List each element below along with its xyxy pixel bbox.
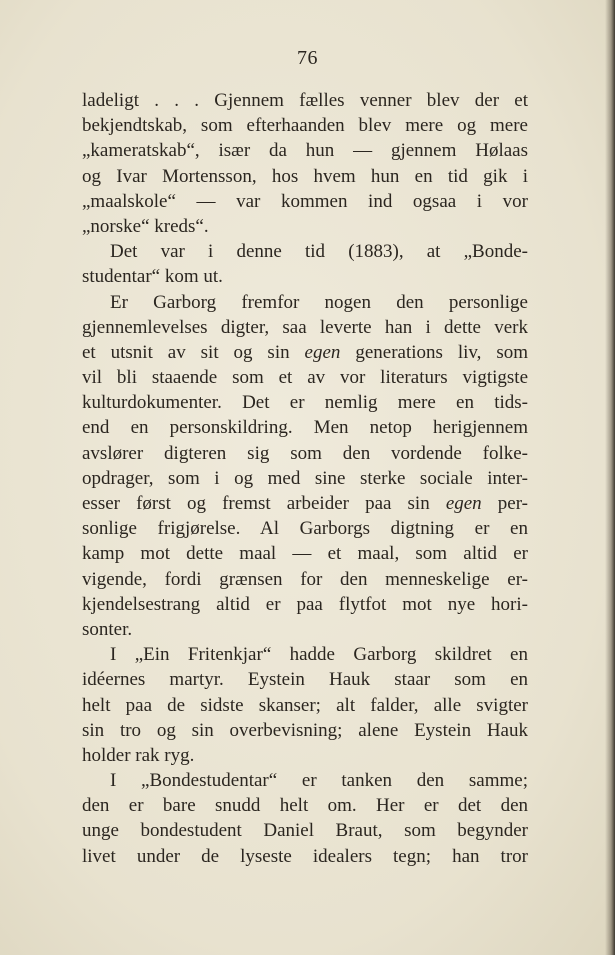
text-line: „maalskole“ — var kommen ind ogsaa i vor — [82, 190, 528, 212]
emphasis: egen — [304, 341, 341, 363]
text-line: unge bondestudent Daniel Braut, som begynder — [82, 820, 528, 842]
text-line: opdrager, som i og med sine sterke sociale inter- — [82, 467, 528, 489]
text-line: og Ivar Mortensson, hos hvem hun en tid gik i — [82, 165, 528, 187]
text-line: avslører digteren sig som den vordende folke- — [82, 442, 528, 464]
emphasis: egen — [445, 493, 482, 514]
text-line: kamp mot dette maal — et maal, som altid er — [82, 543, 528, 565]
text-line: Er Garborg fremfor nogen den personlige — [110, 291, 528, 313]
text-line: bekjendtskab, som efterhaanden blev mere og mere — [82, 115, 528, 137]
text-line: helt paa de sidste skanser; alt falder, alle svigter — [82, 694, 528, 716]
text-line: holder rak ryg. — [82, 744, 195, 766]
text-line: idéernes martyr. Eystein Hauk staar som en — [82, 669, 528, 691]
text-line: I „Bondestudentar“ er tanken den samme; — [110, 770, 528, 792]
text-line: I „Ein Fritenkjar“ hadde Garborg skildret en — [110, 644, 528, 666]
text-line: sin tro og sin overbevisning; alene Eystein Hauk — [82, 719, 528, 741]
text-line: vigende, fordi grænsen for den menneskelige er- — [82, 568, 528, 590]
text-line: livet under de lyseste idealers tegn; han tror — [82, 845, 528, 867]
text-line: sonter. — [82, 618, 133, 640]
text-line: vil bli staaende som et av vor literaturs vigtigste — [82, 367, 528, 389]
text-line: „norske“ kreds“. — [82, 215, 209, 237]
text-line: ladeligt . . . Gjennem fælles venner blev der et — [82, 90, 528, 111]
page-edge-shadow — [605, 0, 615, 955]
text-line: studentar“ kom ut. — [82, 266, 223, 288]
text-line: kulturdokumenter. Det er nemlig mere en tids- — [82, 392, 528, 414]
body-text — [82, 88, 528, 869]
text-line: Det var i denne tid (1883), at „Bonde- — [110, 241, 528, 263]
text-line: sonlige frigjørelse. Al Garborgs digtning er en — [82, 518, 528, 540]
page-number: 76 — [297, 47, 318, 69]
text-line: gjennemlevelses digter, saa leverte han i dette verk — [82, 316, 528, 338]
text-line: et utsnit av sit og sin egen generations liv, som — [82, 341, 528, 363]
text-line: „kameratskab“, især da hun — gjennem Hølaas — [82, 140, 528, 162]
text-line: den er bare snudd helt om. Her er det den — [82, 795, 528, 817]
text-line: esser først og fremst arbeider paa sin egen per- — [82, 493, 528, 514]
text-line: kjendelsestrang altid er paa flytfot mot nye hori- — [82, 593, 528, 615]
text-line: end en personskildring. Men netop herigjennem — [82, 417, 528, 439]
